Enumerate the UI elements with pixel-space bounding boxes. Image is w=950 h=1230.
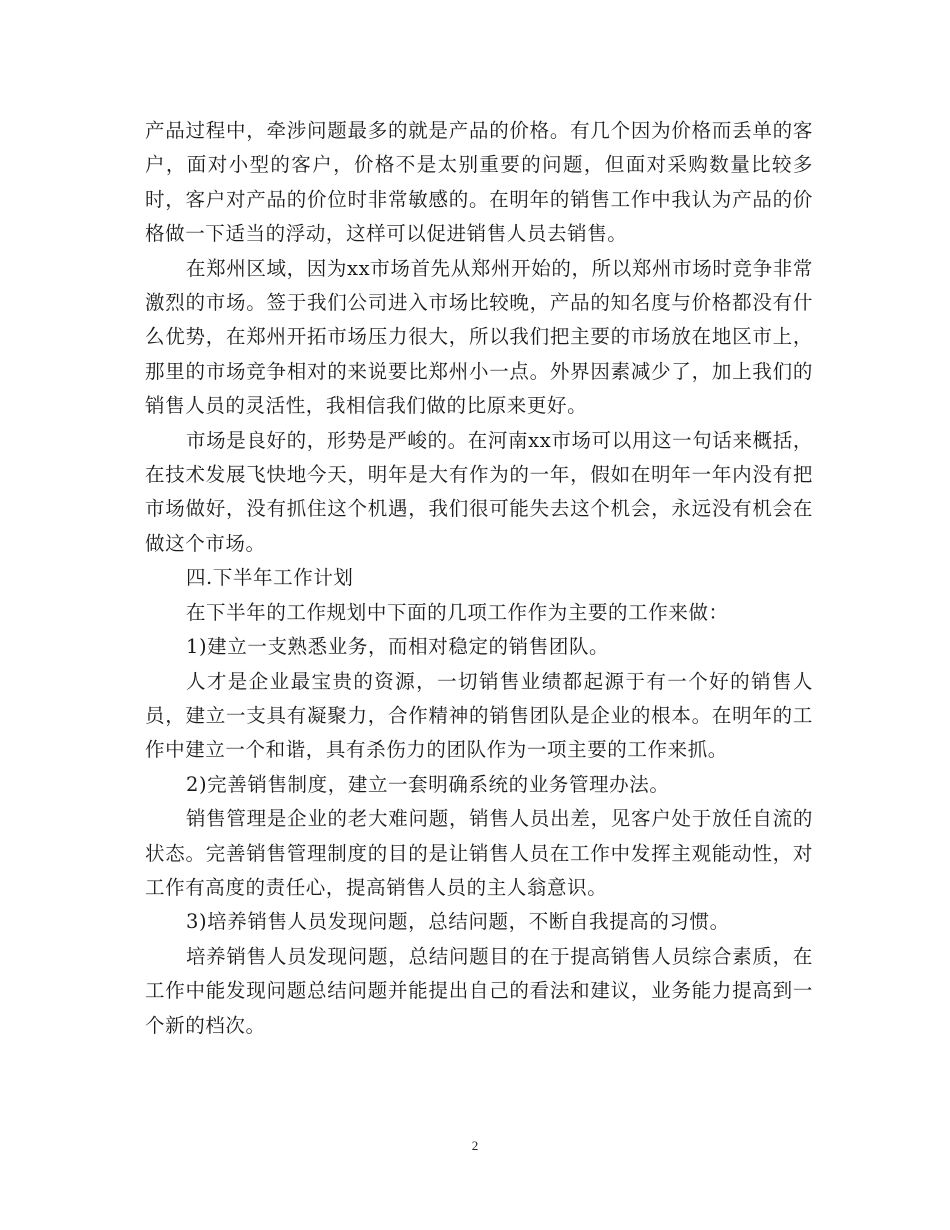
plan-item-2-body: 销售管理是企业的老大难问题，销售人员出差，见客户处于放任自流的状态。完善销售管理制度的目的是让销售人员在工作中发挥主观能动性，对工作有高度的责任心，提高销售人员的主人翁意识。	[145, 807, 813, 899]
paragraph-plan-intro: 在下半年的工作规划中下面的几项工作作为主要的工作来做：	[185, 600, 729, 624]
paragraph-price-continuation: 产品过程中，牵涉问题最多的就是产品的价格。有几个因为价格而丢单的客户，面对小型的客户，价格不是太别重要的问题，但面对采购数量比较多时，客户对产品的价位时非常敏感的。在明年的销售工作中我认为产品的价格做一下适当的浮动，这样可以促进销售人员去销售。	[145, 119, 813, 246]
page-number: 2	[471, 1138, 479, 1153]
plan-item-3-title: 3)培养销售人员发现问题，总结问题，不断自我提高的习惯。	[185, 910, 730, 934]
paragraph-zhengzhou-region: 在郑州区域，因为xx市场首先从郑州开始的，所以郑州市场时竞争非常激烈的市场。签于我们公司进入市场比较晚，产品的知名度与价格都没有什么优势，在郑州开拓市场压力很大，所以我们把主要的市场放在地区市上，那里的市场竞争相对的来说要比郑州小一点。外界因素减少了，加上我们的销售人员的灵活性，我相信我们做的比原来更好。	[145, 256, 813, 418]
paragraph-market-outlook: 市场是良好的，形势是严峻的。在河南xx市场可以用这一句话来概括，在技术发展飞快地今天，明年是大有作为的一年，假如在明年一年内没有把市场做好，没有抓住这个机遇，我们很可能失去这个机会，永远没有机会在做这个市场。	[145, 428, 813, 555]
plan-item-3-body: 培养销售人员发现问题，总结问题目的在于提高销售人员综合素质，在工作中能发现问题总结问题并能提出自己的看法和建议，业务能力提高到一个新的档次。	[145, 944, 813, 1037]
document-body	[145, 114, 813, 1043]
plan-item-1-body: 人才是企业最宝贵的资源，一切销售业绩都起源于有一个好的销售人员，建立一支具有凝聚力，合作精神的销售团队是企业的根本。在明年的工作中建立一个和谐，具有杀伤力的团队作为一项主要的工作来抓。	[145, 669, 813, 762]
section-heading-work-plan: 四.下半年工作计划	[185, 566, 354, 590]
plan-item-2-title: 2)完善销售制度，建立一套明确系统的业务管理办法。	[185, 772, 670, 796]
plan-item-1-title: 1)建立一支熟悉业务，而相对稳定的销售团队。	[185, 635, 610, 659]
